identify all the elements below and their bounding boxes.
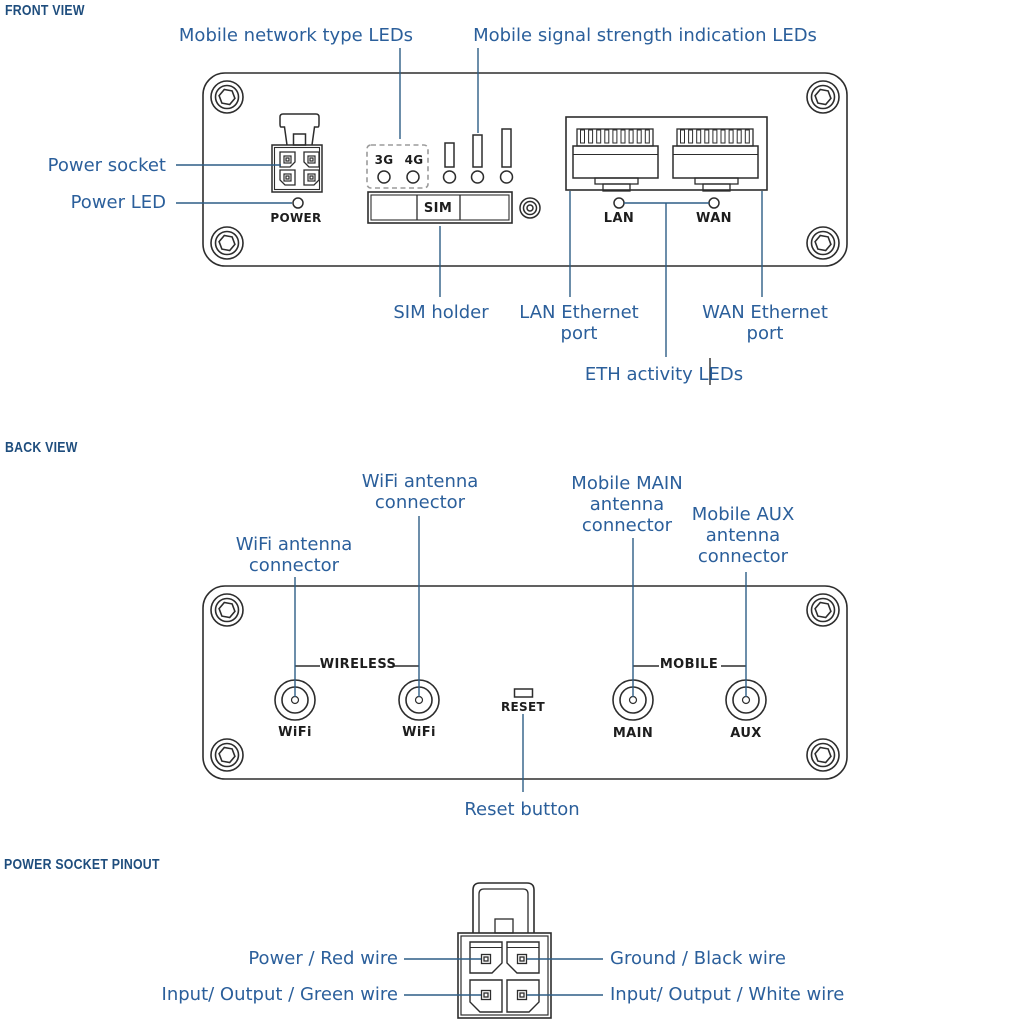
pinout-latch-inner [479,889,528,933]
panel-text-3g: 3G [374,153,394,167]
back-view-heading: BACK VIEW [5,439,78,456]
callout-aux-line1: Mobile AUX [691,504,795,525]
callout-main-line2: antenna [589,494,665,515]
screw-icon [807,594,839,626]
panel-text-wireless: WIRELESS [319,657,397,672]
screw-icon [807,227,839,259]
callout-lan-port-line1: LAN Ethernet [519,302,639,323]
callout-lan-port-line2: port [560,323,598,344]
callout-sim-holder: SIM holder [393,302,489,323]
screw-icon [211,594,243,626]
panel-text-wifi-left: WiFi [278,725,312,740]
callout-wan-port-line1: WAN Ethernet [702,302,828,323]
front-panel-outline [203,73,847,266]
screw-icon [211,227,243,259]
back-panel-drawing [203,586,847,779]
pinout-cavities [470,942,539,1012]
callout-ground-black-wire: Ground / Black wire [610,948,786,969]
pinout-body-outer [458,933,551,1018]
callout-reset-button: Reset button [464,799,580,820]
pinout-leader-lines [404,959,603,995]
callout-io-green-wire: Input/ Output / Green wire [161,984,398,1005]
screw-icon [211,81,243,113]
panel-text-mobile: MOBILE [659,657,719,672]
pinout-connector-drawing [458,883,551,1018]
callout-power-red-wire: Power / Red wire [248,948,398,969]
callout-main-line1: Mobile MAIN [571,473,683,494]
callout-wifi-left-line1: WiFi antenna [235,534,353,555]
panel-text-4g: 4G [404,153,424,167]
sim-eject-button [520,198,540,218]
screw-icon [807,739,839,771]
callout-io-white-wire: Input/ Output / White wire [610,984,845,1005]
lan-port [573,129,658,191]
led-4g [407,171,419,183]
signal-strength-leds [444,129,513,183]
callout-network-type-leds: Mobile network type LEDs [178,25,414,46]
panel-text-aux: AUX [730,726,762,741]
panel-text-wifi-right: WiFi [402,725,436,740]
panel-text-main: MAIN [612,726,654,741]
callout-wifi-right-line2: connector [374,492,466,513]
reset-button-drawing [515,689,533,697]
panel-text-sim: SIM [423,201,453,216]
callout-wifi-right-line1: WiFi antenna [361,471,479,492]
callout-signal-strength-leds: Mobile signal strength indication LEDs [473,25,817,46]
panel-text-reset: RESET [501,700,545,714]
screw-icon [211,739,243,771]
back-panel-outline [203,586,847,779]
wan-port [673,129,758,191]
front-panel-drawing [203,73,847,266]
power-socket-drawing [272,114,322,192]
callout-aux-line3: connector [697,546,789,567]
pinout-heading: POWER SOCKET PINOUT [4,856,160,873]
pinout-pins [482,955,527,1000]
panel-text-power: POWER [270,211,322,225]
callout-aux-line2: antenna [705,525,781,546]
screw-icon [807,81,839,113]
panel-text-wan: WAN [696,211,732,226]
power-led-drawing [293,198,303,208]
ethernet-ports-drawing [566,117,767,208]
callout-eth-activity-leds: ETH activity LEDs [584,364,744,385]
callout-wan-port-line2: port [746,323,784,344]
pinout-latch-outer [473,883,534,933]
callout-wifi-left-line2: connector [248,555,340,576]
pinout-latch-tab [495,919,513,933]
panel-text-lan: LAN [603,211,635,226]
callout-power-socket: Power socket [47,155,166,176]
front-view-heading: FRONT VIEW [5,2,85,19]
callout-main-line3: connector [581,515,673,536]
led-3g [378,171,390,183]
callout-power-led: Power LED [70,192,166,213]
